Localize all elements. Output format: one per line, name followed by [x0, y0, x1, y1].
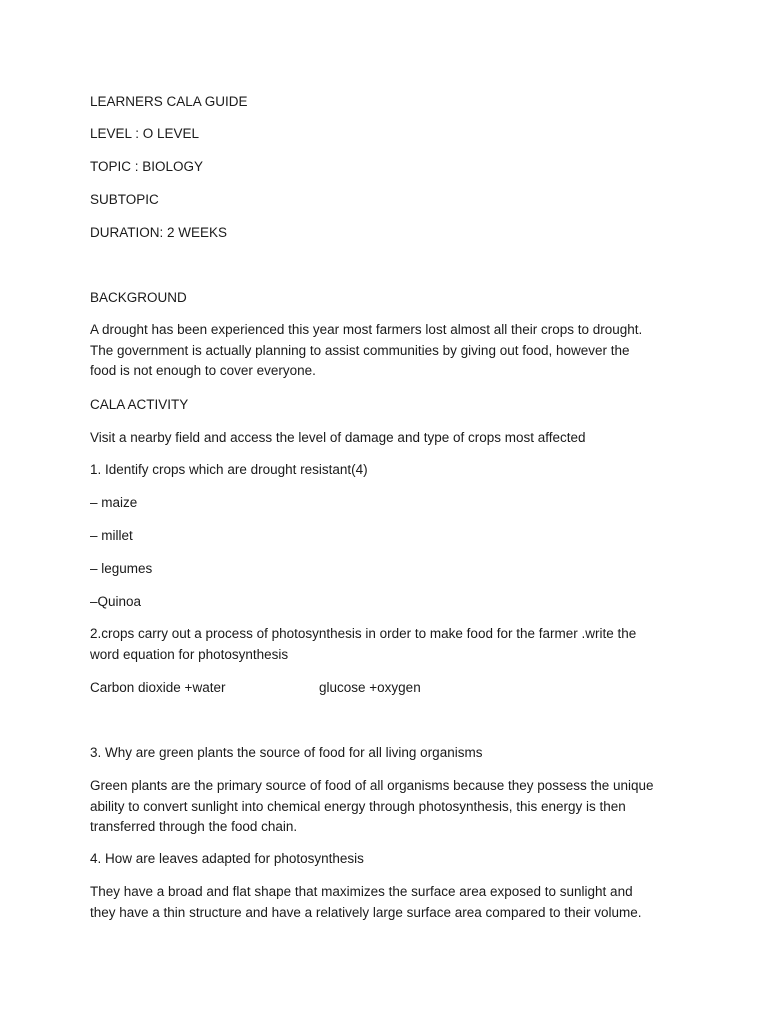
- answer-4-line: They have a broad and flat shape that maximizes the surface area exposed to sunlight and: [90, 884, 633, 899]
- equation-products: glucose +oxygen: [319, 680, 421, 695]
- activity-heading: CALA ACTIVITY: [90, 397, 189, 412]
- equation-reactants: Carbon dioxide +water: [90, 680, 226, 695]
- answer-4-line: they have a thin structure and have a relatively large surface area compared to their volume.: [90, 904, 642, 920]
- answer-item: – maize: [90, 495, 138, 510]
- background-paragraph: [90, 320, 690, 382]
- question-2-line: 2.crops carry out a process of photosynthesis in order to make food for the farmer .write the: [90, 626, 637, 641]
- answer-3-line: Green plants are the primary source of food of all organisms because they possess the unique: [90, 778, 654, 793]
- level-line: LEVEL : O LEVEL: [90, 126, 200, 141]
- answer-item: – millet: [90, 528, 133, 543]
- answer-3-paragraph: [90, 776, 690, 838]
- question-3: 3. Why are green plants the source of food for all living organisms: [90, 745, 483, 760]
- question-2: [90, 624, 690, 665]
- answer-4-paragraph: [90, 882, 690, 923]
- answer-item: – legumes: [90, 561, 153, 576]
- background-line: food is not enough to cover everyone.: [90, 363, 316, 378]
- question-2-line: word equation for photosynthesis: [90, 646, 289, 662]
- answer-item: –Quinoa: [90, 594, 142, 609]
- document-title: LEARNERS CALA GUIDE: [90, 94, 248, 109]
- background-line: A drought has been experienced this year most farmers lost almost all their crops to drought.: [90, 322, 643, 337]
- background-heading: BACKGROUND: [90, 290, 187, 305]
- duration-line: DURATION: 2 WEEKS: [90, 225, 228, 240]
- question-1: 1. Identify crops which are drought resistant(4): [90, 462, 368, 477]
- activity-instruction: Visit a nearby field and access the level of damage and type of crops most affected: [90, 430, 586, 445]
- question-4: 4. How are leaves adapted for photosynthesis: [90, 851, 364, 866]
- answer-3-line: ability to convert sunlight into chemical energy through photosynthesis, this energy is then: [90, 798, 626, 814]
- subtopic-line: SUBTOPIC: [90, 192, 159, 207]
- answer-3-line: transferred through the food chain.: [90, 819, 298, 834]
- topic-line: TOPIC : BIOLOGY: [90, 159, 204, 174]
- background-line: The government is actually planning to assist communities by giving out food, however the: [90, 342, 630, 358]
